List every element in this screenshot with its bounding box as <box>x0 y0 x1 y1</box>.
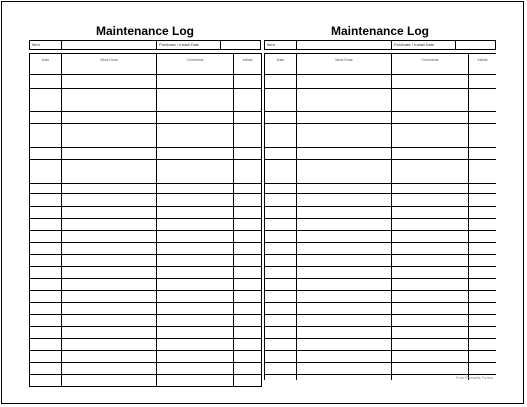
table-row <box>30 303 262 315</box>
table-row <box>30 267 262 279</box>
column-header-initials: Initials <box>234 54 262 75</box>
work-done-cell[interactable] <box>62 303 157 315</box>
initials-cell[interactable] <box>469 339 497 351</box>
table-row <box>265 303 497 315</box>
log-body <box>265 75 497 381</box>
comments-cell[interactable] <box>157 279 234 291</box>
comments-cell[interactable] <box>157 351 234 363</box>
table-row <box>265 339 497 351</box>
date-cell[interactable] <box>30 315 62 327</box>
comments-cell[interactable] <box>392 89 469 112</box>
column-header-comments: Comments <box>157 54 234 75</box>
work-done-cell[interactable] <box>62 207 157 219</box>
date-cell[interactable] <box>30 75 62 89</box>
initials-cell[interactable] <box>234 89 262 112</box>
table-row <box>30 112 262 124</box>
comments-cell[interactable] <box>157 231 234 243</box>
work-done-cell[interactable] <box>62 279 157 291</box>
initials-cell[interactable] <box>234 243 262 255</box>
initials-cell[interactable] <box>469 303 497 315</box>
table-row <box>30 207 262 219</box>
table-row <box>265 89 497 112</box>
initials-cell[interactable] <box>469 184 497 194</box>
initials-cell[interactable] <box>469 315 497 327</box>
table-row <box>30 160 262 184</box>
date-cell[interactable] <box>265 291 297 303</box>
initials-cell[interactable] <box>234 315 262 327</box>
table-row <box>265 219 497 231</box>
table-row <box>265 160 497 184</box>
initials-cell[interactable] <box>234 124 262 148</box>
comments-cell[interactable] <box>157 124 234 148</box>
date-cell[interactable] <box>265 112 297 124</box>
comments-cell[interactable] <box>157 267 234 279</box>
work-done-cell[interactable] <box>297 315 392 327</box>
table-row <box>265 148 497 160</box>
table-row <box>265 124 497 148</box>
comments-cell[interactable] <box>392 303 469 315</box>
work-done-cell[interactable] <box>297 194 392 207</box>
table-row <box>265 327 497 339</box>
item-field[interactable] <box>62 41 157 49</box>
comments-cell[interactable] <box>392 124 469 148</box>
date-cell[interactable] <box>30 160 62 184</box>
initials-cell[interactable] <box>469 160 497 184</box>
initials-cell[interactable] <box>469 255 497 267</box>
work-done-cell[interactable] <box>297 291 392 303</box>
table-row <box>265 207 497 219</box>
date-cell[interactable] <box>265 279 297 291</box>
work-done-cell[interactable] <box>62 375 157 387</box>
page-title: Maintenance Log <box>330 24 429 38</box>
comments-cell[interactable] <box>157 327 234 339</box>
date-cell[interactable] <box>265 303 297 315</box>
item-label: Item <box>30 41 62 49</box>
initials-cell[interactable] <box>469 327 497 339</box>
table-row <box>30 219 262 231</box>
work-done-cell[interactable] <box>297 267 392 279</box>
date-cell[interactable] <box>30 124 62 148</box>
comments-cell[interactable] <box>392 75 469 89</box>
table-row <box>265 184 497 194</box>
table-row <box>30 279 262 291</box>
comments-cell[interactable] <box>392 112 469 124</box>
comments-cell[interactable] <box>392 351 469 363</box>
work-done-cell[interactable] <box>297 243 392 255</box>
initials-cell[interactable] <box>469 207 497 219</box>
date-cell[interactable] <box>265 148 297 160</box>
work-done-cell[interactable] <box>62 194 157 207</box>
work-done-cell[interactable] <box>62 243 157 255</box>
date-cell[interactable] <box>30 148 62 160</box>
date-cell[interactable] <box>30 363 62 375</box>
date-cell[interactable] <box>265 375 297 381</box>
comments-cell[interactable] <box>392 231 469 243</box>
comments-cell[interactable] <box>392 255 469 267</box>
comments-cell[interactable] <box>392 207 469 219</box>
table-row <box>265 75 497 89</box>
comments-cell[interactable] <box>157 291 234 303</box>
table-header-row <box>30 54 262 75</box>
comments-cell[interactable] <box>157 315 234 327</box>
date-cell[interactable] <box>30 184 62 194</box>
comments-cell[interactable] <box>392 363 469 375</box>
column-header-work-done: Work Done <box>62 54 157 75</box>
table-row <box>30 375 262 387</box>
table-row <box>30 148 262 160</box>
date-cell[interactable] <box>30 219 62 231</box>
initials-cell[interactable] <box>469 231 497 243</box>
work-done-cell[interactable] <box>297 207 392 219</box>
date-cell[interactable] <box>30 207 62 219</box>
footer-note: Free Printable Forms <box>456 376 493 380</box>
initials-cell[interactable] <box>469 112 497 124</box>
work-done-cell[interactable] <box>297 255 392 267</box>
initials-cell[interactable] <box>234 351 262 363</box>
date-cell[interactable] <box>265 160 297 184</box>
initials-cell[interactable] <box>469 363 497 375</box>
comments-cell[interactable] <box>157 339 234 351</box>
work-done-cell[interactable] <box>297 89 392 112</box>
date-cell[interactable] <box>30 243 62 255</box>
work-done-cell[interactable] <box>297 231 392 243</box>
column-header-comments: Comments <box>392 54 469 75</box>
date-cell[interactable] <box>265 327 297 339</box>
initials-cell[interactable] <box>469 194 497 207</box>
work-done-cell[interactable] <box>62 148 157 160</box>
column-header-work-done: Work Done <box>297 54 392 75</box>
work-done-cell[interactable] <box>62 363 157 375</box>
maintenance-log-right <box>264 0 496 380</box>
work-done-cell[interactable] <box>297 351 392 363</box>
date-cell[interactable] <box>265 243 297 255</box>
date-cell[interactable] <box>265 231 297 243</box>
work-done-cell[interactable] <box>62 75 157 89</box>
work-done-cell[interactable] <box>297 124 392 148</box>
work-done-cell[interactable] <box>297 112 392 124</box>
page-title: Maintenance Log <box>95 24 194 38</box>
work-done-cell[interactable] <box>297 303 392 315</box>
table-row <box>30 89 262 112</box>
initials-cell[interactable] <box>234 339 262 351</box>
date-cell[interactable] <box>30 231 62 243</box>
work-done-cell[interactable] <box>297 279 392 291</box>
date-cell[interactable] <box>265 363 297 375</box>
date-cell[interactable] <box>265 207 297 219</box>
table-row <box>30 351 262 363</box>
table-row <box>265 291 497 303</box>
work-done-cell[interactable] <box>62 291 157 303</box>
table-row <box>30 363 262 375</box>
comments-cell[interactable] <box>392 243 469 255</box>
comments-cell[interactable] <box>392 339 469 351</box>
initials-cell[interactable] <box>234 160 262 184</box>
date-cell[interactable] <box>30 351 62 363</box>
table-row <box>265 243 497 255</box>
date-cell[interactable] <box>265 255 297 267</box>
date-cell[interactable] <box>30 327 62 339</box>
comments-cell[interactable] <box>157 207 234 219</box>
table-row <box>30 315 262 327</box>
initials-cell[interactable] <box>234 363 262 375</box>
comments-cell[interactable] <box>157 194 234 207</box>
item-field[interactable] <box>297 41 392 49</box>
work-done-cell[interactable] <box>297 375 392 381</box>
table-header-row <box>265 54 497 75</box>
work-done-cell[interactable] <box>297 339 392 351</box>
work-done-cell[interactable] <box>62 231 157 243</box>
initials-cell[interactable] <box>469 89 497 112</box>
table-row <box>30 291 262 303</box>
column-header-date: Date <box>265 54 297 75</box>
date-cell[interactable] <box>30 291 62 303</box>
comments-cell[interactable] <box>157 255 234 267</box>
work-done-cell[interactable] <box>62 255 157 267</box>
comments-cell[interactable] <box>157 375 234 387</box>
date-cell[interactable] <box>30 375 62 387</box>
table-row <box>30 75 262 89</box>
table-row <box>265 279 497 291</box>
work-done-cell[interactable] <box>297 75 392 89</box>
work-done-cell[interactable] <box>62 267 157 279</box>
initials-cell[interactable] <box>234 194 262 207</box>
work-done-cell[interactable] <box>297 148 392 160</box>
work-done-cell[interactable] <box>62 327 157 339</box>
purchase-date-label: Purchase / Install Date <box>157 41 221 49</box>
comments-cell[interactable] <box>392 315 469 327</box>
work-done-cell[interactable] <box>297 327 392 339</box>
table-row <box>30 194 262 207</box>
work-done-cell[interactable] <box>62 351 157 363</box>
column-header-date: Date <box>30 54 62 75</box>
date-cell[interactable] <box>30 112 62 124</box>
comments-cell[interactable] <box>392 184 469 194</box>
table-row <box>265 112 497 124</box>
comments-cell[interactable] <box>157 243 234 255</box>
purchase-date-field[interactable] <box>221 41 260 49</box>
date-cell[interactable] <box>265 315 297 327</box>
purchase-date-label: Purchase / Install Date <box>392 41 456 49</box>
table-row <box>30 339 262 351</box>
table-row <box>30 184 262 194</box>
comments-cell[interactable] <box>157 303 234 315</box>
table-row <box>265 363 497 375</box>
comments-cell[interactable] <box>157 184 234 194</box>
comments-cell[interactable] <box>157 219 234 231</box>
table-row <box>265 231 497 243</box>
initials-cell[interactable] <box>234 231 262 243</box>
initials-cell[interactable] <box>234 375 262 387</box>
initials-cell[interactable] <box>469 243 497 255</box>
log-table <box>29 53 262 387</box>
info-row <box>29 40 261 50</box>
date-cell[interactable] <box>30 339 62 351</box>
table-row <box>30 327 262 339</box>
date-cell[interactable] <box>30 194 62 207</box>
date-cell[interactable] <box>265 89 297 112</box>
initials-cell[interactable] <box>469 279 497 291</box>
date-cell[interactable] <box>265 351 297 363</box>
date-cell[interactable] <box>30 267 62 279</box>
comments-cell[interactable] <box>392 291 469 303</box>
initials-cell[interactable] <box>469 148 497 160</box>
initials-cell[interactable] <box>234 279 262 291</box>
date-cell[interactable] <box>30 89 62 112</box>
initials-cell[interactable] <box>469 267 497 279</box>
item-label: Item <box>265 41 297 49</box>
work-done-cell[interactable] <box>297 363 392 375</box>
purchase-date-field[interactable] <box>456 41 495 49</box>
work-done-cell[interactable] <box>62 160 157 184</box>
comments-cell[interactable] <box>157 363 234 375</box>
work-done-cell[interactable] <box>62 124 157 148</box>
date-cell[interactable] <box>30 279 62 291</box>
comments-cell[interactable] <box>392 160 469 184</box>
date-cell[interactable] <box>30 303 62 315</box>
table-row <box>30 124 262 148</box>
comments-cell[interactable] <box>392 279 469 291</box>
work-done-cell[interactable] <box>62 112 157 124</box>
comments-cell[interactable] <box>392 194 469 207</box>
initials-cell[interactable] <box>469 219 497 231</box>
initials-cell[interactable] <box>234 327 262 339</box>
work-done-cell[interactable] <box>297 160 392 184</box>
initials-cell[interactable] <box>469 291 497 303</box>
comments-cell[interactable] <box>157 160 234 184</box>
log-table <box>264 53 496 380</box>
initials-cell[interactable] <box>469 124 497 148</box>
initials-cell[interactable] <box>234 255 262 267</box>
date-cell[interactable] <box>265 339 297 351</box>
comments-cell[interactable] <box>392 148 469 160</box>
table-row <box>30 255 262 267</box>
comments-cell[interactable] <box>392 327 469 339</box>
initials-cell[interactable] <box>234 112 262 124</box>
table-row <box>265 255 497 267</box>
work-done-cell[interactable] <box>62 184 157 194</box>
date-cell[interactable] <box>265 219 297 231</box>
table-row <box>265 315 497 327</box>
work-done-cell[interactable] <box>62 219 157 231</box>
table-row <box>265 267 497 279</box>
log-body <box>30 75 262 387</box>
date-cell[interactable] <box>265 75 297 89</box>
comments-cell[interactable] <box>157 75 234 89</box>
initials-cell[interactable] <box>234 291 262 303</box>
comments-cell[interactable] <box>157 89 234 112</box>
initials-cell[interactable] <box>234 303 262 315</box>
initials-cell[interactable] <box>234 219 262 231</box>
comments-cell[interactable] <box>157 112 234 124</box>
initials-cell[interactable] <box>469 75 497 89</box>
initials-cell[interactable] <box>234 148 262 160</box>
date-cell[interactable] <box>265 184 297 194</box>
table-row <box>30 231 262 243</box>
initials-cell[interactable] <box>469 351 497 363</box>
comments-cell[interactable] <box>392 219 469 231</box>
table-row <box>265 194 497 207</box>
table-row <box>30 243 262 255</box>
work-done-cell[interactable] <box>297 184 392 194</box>
date-cell[interactable] <box>30 255 62 267</box>
table-row <box>265 351 497 363</box>
comments-cell[interactable] <box>392 267 469 279</box>
comments-cell[interactable] <box>157 148 234 160</box>
work-done-cell[interactable] <box>62 89 157 112</box>
initials-cell[interactable] <box>234 75 262 89</box>
work-done-cell[interactable] <box>62 315 157 327</box>
initials-cell[interactable] <box>234 184 262 194</box>
info-row <box>264 40 496 50</box>
initials-cell[interactable] <box>234 207 262 219</box>
work-done-cell[interactable] <box>297 219 392 231</box>
initials-cell[interactable] <box>234 267 262 279</box>
date-cell[interactable] <box>265 124 297 148</box>
work-done-cell[interactable] <box>62 339 157 351</box>
date-cell[interactable] <box>265 194 297 207</box>
date-cell[interactable] <box>265 267 297 279</box>
column-header-initials: Initials <box>469 54 497 75</box>
